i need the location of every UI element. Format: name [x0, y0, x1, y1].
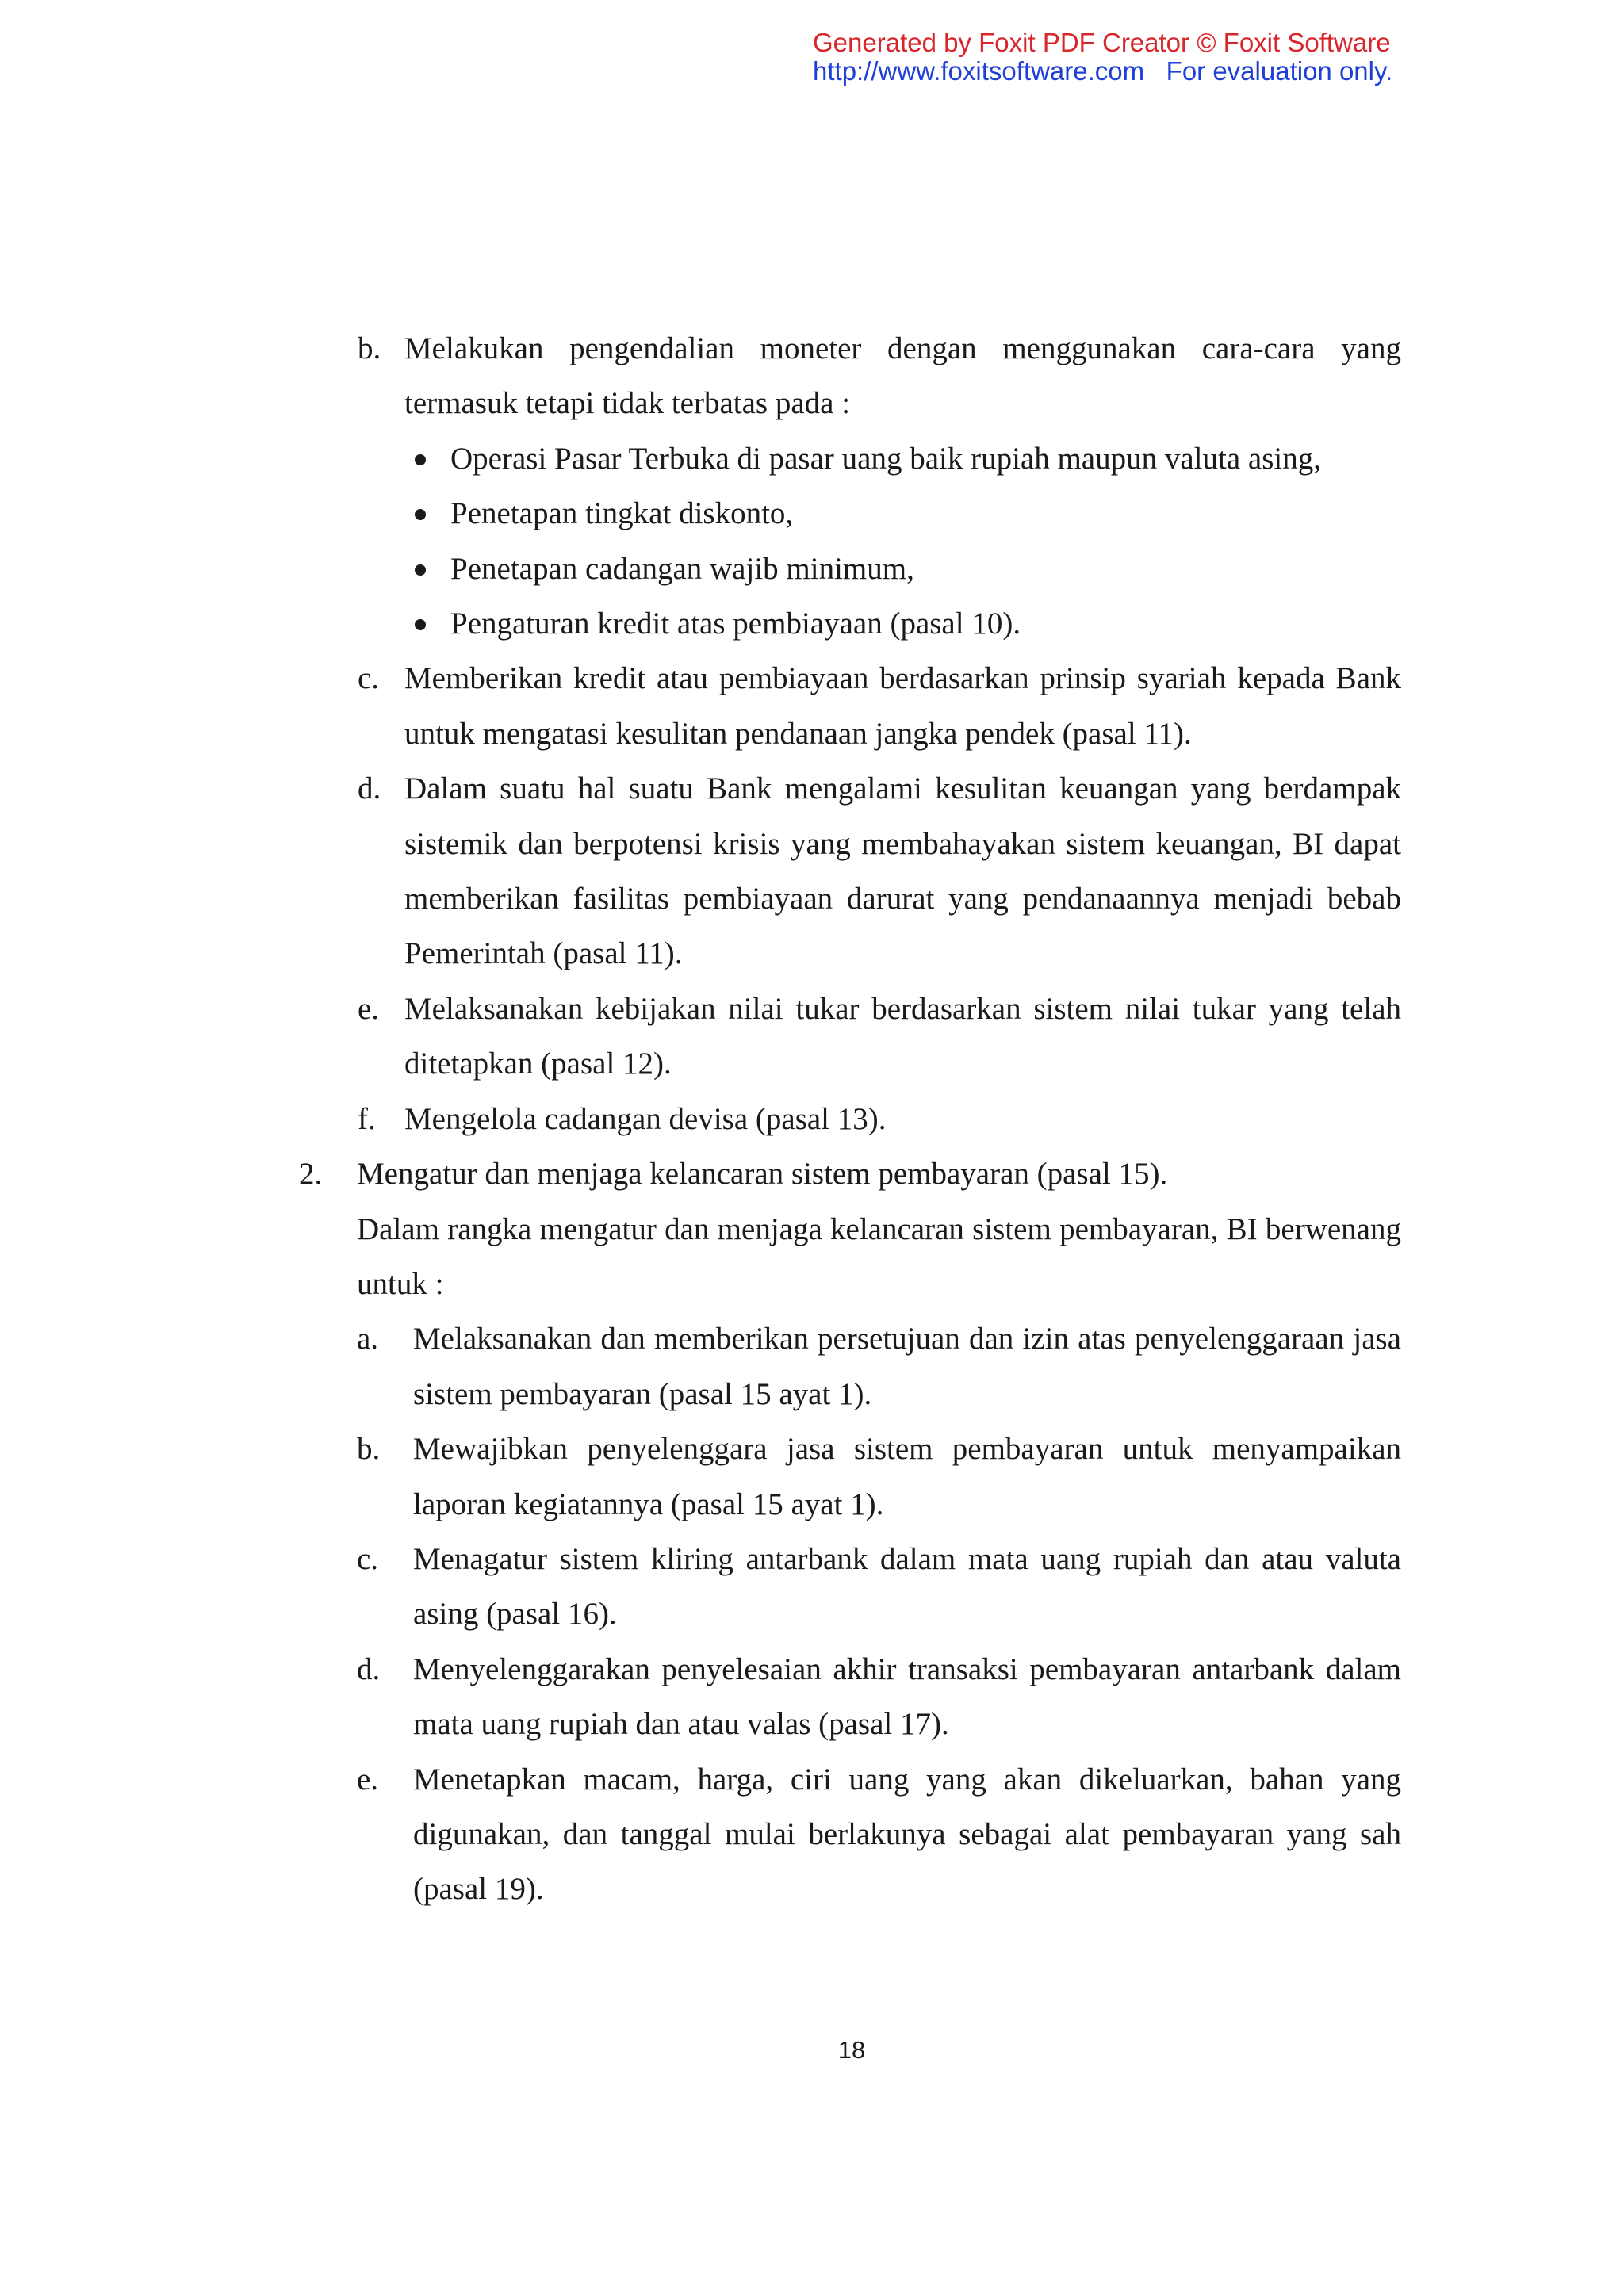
list-marker: e.: [357, 1762, 379, 1797]
watermark-note: For evaluation only.: [1166, 56, 1393, 86]
bullet-item: [450, 541, 1401, 596]
list-marker: c.: [358, 661, 380, 696]
list-item-f: [358, 1092, 1401, 1146]
watermark-creator-line: Generated by Foxit PDF Creator © Foxit Software: [813, 28, 1391, 57]
bullet-item: [450, 596, 1401, 651]
document-body: [0, 321, 1624, 1917]
bullet-text: Pengaturan kredit atas pembiayaan (pasal 10).: [450, 607, 1021, 641]
list-item-b: [357, 1422, 1401, 1532]
watermark-url: http://www.foxitsoftware.com: [813, 56, 1145, 86]
list-item-e: [358, 982, 1401, 1092]
list-item-text: Melaksanakan kebijakan nilai tukar berdasarkan sistem nilai tukar yang telah ditetapkan (pasal 12).: [404, 991, 1401, 1081]
list-item-text: Melakukan pengendalian moneter dengan menggunakan cara-cara yang termasuk tetapi tidak terbatas pada :: [404, 331, 1401, 421]
section-2-intro: Dalam rangka mengatur dan menjaga kelancaran sistem pembayaran, BI berwenang untuk :: [357, 1211, 1401, 1301]
list-item-text: Menagatur sistem kliring antarbank dalam mata uang rupiah dan atau valuta asing (pasal 16).: [413, 1541, 1401, 1632]
evaluation-watermark: [813, 29, 1606, 86]
bullet-text: Operasi Pasar Terbuka di pasar uang baik rupiah maupun valuta asing,: [450, 441, 1321, 476]
list-item-e: [357, 1752, 1401, 1917]
bullet-text: Penetapan tingkat diskonto,: [450, 496, 794, 531]
bullet-dot: [415, 619, 426, 630]
section-2-heading: [299, 1146, 1401, 1201]
list-item-text: Menetapkan macam, harga, ciri uang yang akan dikeluarkan, bahan yang digunakan, dan tanggal mulai berlakunya sebagai alat pembayaran yang sah (pasal 19).: [413, 1762, 1401, 1907]
list-item-d: [358, 761, 1401, 982]
list-item-text: Dalam suatu hal suatu Bank mengalami kesulitan keuangan yang berdampak sistemik dan berpotensi krisis yang membahayakan sistem keuangan, BI dapat memberikan fasilitas pembiayaan darurat yang pendanaannya menjadi bebab Pemerintah (pasal 11).: [404, 771, 1401, 971]
page-number: 18: [837, 2036, 866, 2064]
list-marker: d.: [358, 771, 381, 806]
list-marker: d.: [357, 1651, 381, 1686]
list-item-b: [358, 321, 1401, 431]
list-item-c: [358, 651, 1401, 761]
list-marker: c.: [357, 1541, 379, 1576]
list-marker: b.: [358, 331, 381, 365]
bullet-text: Penetapan cadangan wajib minimum,: [450, 551, 914, 586]
section-title: Mengatur dan menjaga kelancaran sistem pembayaran (pasal 15).: [357, 1157, 1168, 1192]
list-item-c: [357, 1532, 1401, 1642]
list-item-text: Mewajibkan penyelenggara jasa sistem pembayaran untuk menyampaikan laporan kegiatannya (pasal 15 ayat 1).: [413, 1432, 1401, 1521]
list-item-text: Melaksanakan dan memberikan persetujuan dan izin atas penyelenggaraan jasa sistem pembayaran (pasal 15 ayat 1).: [413, 1322, 1401, 1411]
list-item-text: Menyelenggarakan penyelesaian akhir transaksi pembayaran antarbank dalam mata uang rupiah dan atau valas (pasal 17).: [413, 1651, 1401, 1742]
bullet-dot: [415, 564, 426, 576]
list-marker: e.: [358, 991, 380, 1026]
list-marker: a.: [357, 1322, 379, 1357]
bullet-item: [450, 486, 1401, 541]
list-marker: b.: [357, 1432, 381, 1467]
bullet-dot: [415, 509, 426, 520]
bullet-dot: [415, 454, 426, 465]
list-item-text: Memberikan kredit atau pembiayaan berdasarkan prinsip syariah kepada Bank untuk mengatasi kesulitan pendanaan jangka pendek (pasal 11).: [404, 661, 1401, 751]
list-marker: f.: [358, 1101, 376, 1136]
list-item-a: [357, 1311, 1401, 1422]
section-number: 2.: [299, 1157, 323, 1192]
list-item-text: Mengelola cadangan devisa (pasal 13).: [404, 1101, 887, 1136]
bullet-item: [450, 431, 1401, 486]
list-item-d: [357, 1642, 1401, 1752]
watermark-url-line: [813, 57, 1606, 86]
